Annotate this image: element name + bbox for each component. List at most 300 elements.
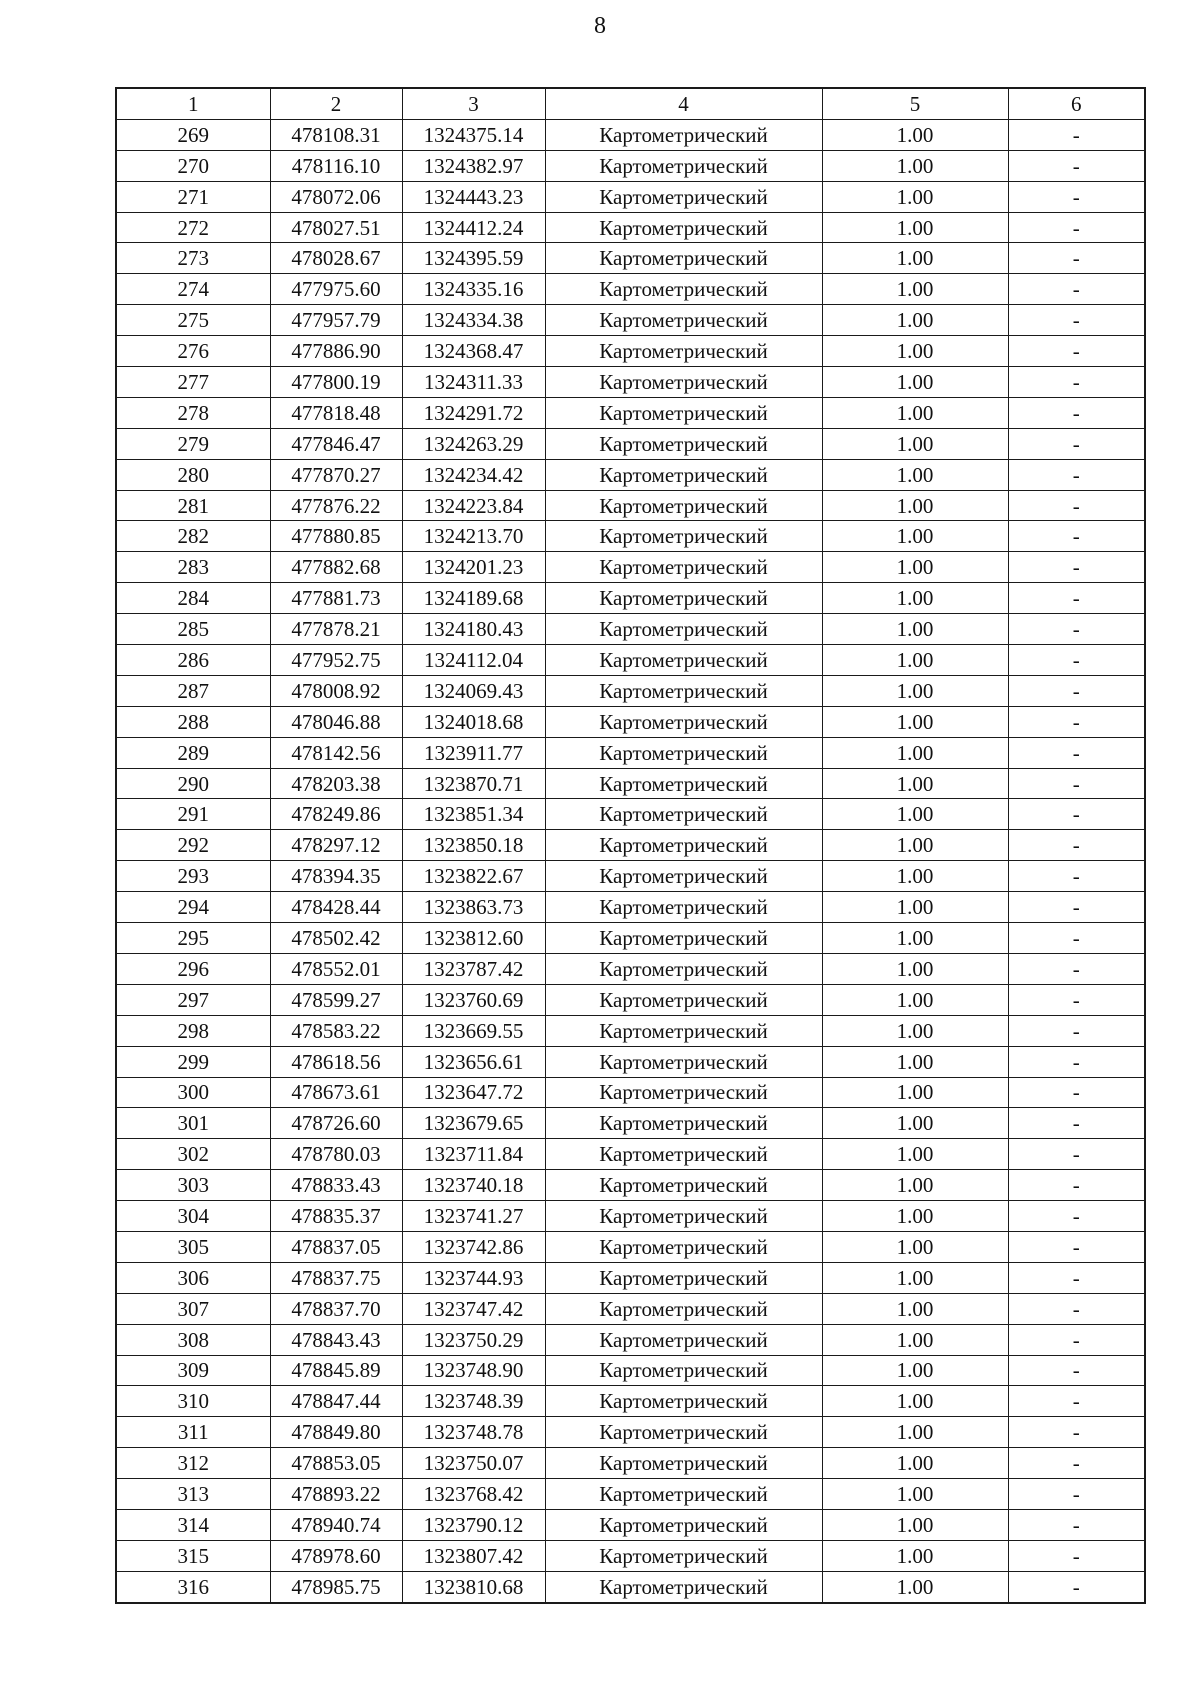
header-cell-2: 2 <box>270 88 402 119</box>
point-number-cell: 303 <box>116 1170 270 1201</box>
y-coordinate-cell: 1324180.43 <box>402 614 545 645</box>
method-cell: Картометрический <box>545 397 822 428</box>
description-cell: - <box>1008 274 1145 305</box>
y-coordinate-cell: 1323747.42 <box>402 1293 545 1324</box>
table-row <box>116 1201 1145 1232</box>
x-coordinate-cell: 478008.92 <box>270 675 402 706</box>
description-cell: - <box>1008 1479 1145 1510</box>
method-cell: Картометрический <box>545 243 822 274</box>
method-cell: Картометрический <box>545 490 822 521</box>
table-row <box>116 1509 1145 1540</box>
description-cell: - <box>1008 1231 1145 1262</box>
accuracy-cell: 1.00 <box>822 953 1008 984</box>
table-row <box>116 119 1145 150</box>
table-row <box>116 367 1145 398</box>
x-coordinate-cell: 478837.05 <box>270 1231 402 1262</box>
x-coordinate-cell: 477957.79 <box>270 305 402 336</box>
description-cell: - <box>1008 1108 1145 1139</box>
method-cell: Картометрический <box>545 799 822 830</box>
table-row <box>116 984 1145 1015</box>
point-number-cell: 285 <box>116 614 270 645</box>
accuracy-cell: 1.00 <box>822 181 1008 212</box>
description-cell: - <box>1008 336 1145 367</box>
accuracy-cell: 1.00 <box>822 923 1008 954</box>
table-row <box>116 1479 1145 1510</box>
description-cell: - <box>1008 583 1145 614</box>
description-cell: - <box>1008 799 1145 830</box>
table-row <box>116 1386 1145 1417</box>
x-coordinate-cell: 477952.75 <box>270 645 402 676</box>
method-cell: Картометрический <box>545 1448 822 1479</box>
point-number-cell: 304 <box>116 1201 270 1232</box>
description-cell: - <box>1008 923 1145 954</box>
y-coordinate-cell: 1323750.07 <box>402 1448 545 1479</box>
description-cell: - <box>1008 984 1145 1015</box>
y-coordinate-cell: 1323851.34 <box>402 799 545 830</box>
accuracy-cell: 1.00 <box>822 1355 1008 1386</box>
table-row <box>116 1293 1145 1324</box>
header-cell-4: 4 <box>545 88 822 119</box>
accuracy-cell: 1.00 <box>822 243 1008 274</box>
header-cell-3: 3 <box>402 88 545 119</box>
point-number-cell: 292 <box>116 830 270 861</box>
x-coordinate-cell: 478837.75 <box>270 1262 402 1293</box>
y-coordinate-cell: 1323748.39 <box>402 1386 545 1417</box>
point-number-cell: 307 <box>116 1293 270 1324</box>
y-coordinate-cell: 1323911.77 <box>402 737 545 768</box>
x-coordinate-cell: 478837.70 <box>270 1293 402 1324</box>
y-coordinate-cell: 1324412.24 <box>402 212 545 243</box>
y-coordinate-cell: 1324112.04 <box>402 645 545 676</box>
x-coordinate-cell: 477800.19 <box>270 367 402 398</box>
description-cell: - <box>1008 1448 1145 1479</box>
y-coordinate-cell: 1323822.67 <box>402 861 545 892</box>
x-coordinate-cell: 478618.56 <box>270 1046 402 1077</box>
accuracy-cell: 1.00 <box>822 1046 1008 1077</box>
point-number-cell: 291 <box>116 799 270 830</box>
x-coordinate-cell: 478108.31 <box>270 119 402 150</box>
description-cell: - <box>1008 737 1145 768</box>
accuracy-cell: 1.00 <box>822 583 1008 614</box>
description-cell: - <box>1008 706 1145 737</box>
x-coordinate-cell: 478835.37 <box>270 1201 402 1232</box>
x-coordinate-cell: 478028.67 <box>270 243 402 274</box>
x-coordinate-cell: 478142.56 <box>270 737 402 768</box>
description-cell: - <box>1008 1201 1145 1232</box>
y-coordinate-cell: 1323863.73 <box>402 892 545 923</box>
accuracy-cell: 1.00 <box>822 675 1008 706</box>
x-coordinate-cell: 477846.47 <box>270 428 402 459</box>
coordinates-table <box>115 87 1146 1604</box>
table-row <box>116 1108 1145 1139</box>
table-row <box>116 1139 1145 1170</box>
description-cell: - <box>1008 1386 1145 1417</box>
accuracy-cell: 1.00 <box>822 1170 1008 1201</box>
y-coordinate-cell: 1324375.14 <box>402 119 545 150</box>
point-number-cell: 294 <box>116 892 270 923</box>
method-cell: Картометрический <box>545 1324 822 1355</box>
point-number-cell: 288 <box>116 706 270 737</box>
table-row <box>116 274 1145 305</box>
y-coordinate-cell: 1323647.72 <box>402 1077 545 1108</box>
description-cell: - <box>1008 119 1145 150</box>
header-cell-5: 5 <box>822 88 1008 119</box>
description-cell: - <box>1008 1355 1145 1386</box>
table-row <box>116 459 1145 490</box>
table-row <box>116 305 1145 336</box>
description-cell: - <box>1008 1540 1145 1571</box>
point-number-cell: 300 <box>116 1077 270 1108</box>
y-coordinate-cell: 1324395.59 <box>402 243 545 274</box>
point-number-cell: 275 <box>116 305 270 336</box>
method-cell: Картометрический <box>545 521 822 552</box>
accuracy-cell: 1.00 <box>822 150 1008 181</box>
y-coordinate-cell: 1323740.18 <box>402 1170 545 1201</box>
point-number-cell: 289 <box>116 737 270 768</box>
method-cell: Картометрический <box>545 1046 822 1077</box>
point-number-cell: 270 <box>116 150 270 181</box>
x-coordinate-cell: 478940.74 <box>270 1509 402 1540</box>
point-number-cell: 308 <box>116 1324 270 1355</box>
table-row <box>116 1417 1145 1448</box>
x-coordinate-cell: 478072.06 <box>270 181 402 212</box>
accuracy-cell: 1.00 <box>822 830 1008 861</box>
table-row <box>116 1540 1145 1571</box>
description-cell: - <box>1008 1077 1145 1108</box>
y-coordinate-cell: 1324223.84 <box>402 490 545 521</box>
description-cell: - <box>1008 1046 1145 1077</box>
description-cell: - <box>1008 1509 1145 1540</box>
point-number-cell: 281 <box>116 490 270 521</box>
table-row <box>116 336 1145 367</box>
x-coordinate-cell: 478893.22 <box>270 1479 402 1510</box>
method-cell: Картометрический <box>545 1108 822 1139</box>
method-cell: Картометрический <box>545 706 822 737</box>
description-cell: - <box>1008 645 1145 676</box>
y-coordinate-cell: 1324368.47 <box>402 336 545 367</box>
x-coordinate-cell: 477876.22 <box>270 490 402 521</box>
accuracy-cell: 1.00 <box>822 428 1008 459</box>
method-cell: Картометрический <box>545 1509 822 1540</box>
point-number-cell: 299 <box>116 1046 270 1077</box>
point-number-cell: 314 <box>116 1509 270 1540</box>
x-coordinate-cell: 478833.43 <box>270 1170 402 1201</box>
description-cell: - <box>1008 953 1145 984</box>
point-number-cell: 312 <box>116 1448 270 1479</box>
x-coordinate-cell: 478853.05 <box>270 1448 402 1479</box>
method-cell: Картометрический <box>545 984 822 1015</box>
y-coordinate-cell: 1324335.16 <box>402 274 545 305</box>
method-cell: Картометрический <box>545 1355 822 1386</box>
description-cell: - <box>1008 1262 1145 1293</box>
y-coordinate-cell: 1323679.65 <box>402 1108 545 1139</box>
point-number-cell: 298 <box>116 1015 270 1046</box>
description-cell: - <box>1008 552 1145 583</box>
y-coordinate-cell: 1324201.23 <box>402 552 545 583</box>
y-coordinate-cell: 1323741.27 <box>402 1201 545 1232</box>
accuracy-cell: 1.00 <box>822 892 1008 923</box>
y-coordinate-cell: 1324311.33 <box>402 367 545 398</box>
y-coordinate-cell: 1324291.72 <box>402 397 545 428</box>
y-coordinate-cell: 1323656.61 <box>402 1046 545 1077</box>
method-cell: Картометрический <box>545 119 822 150</box>
table-row <box>116 150 1145 181</box>
x-coordinate-cell: 478249.86 <box>270 799 402 830</box>
x-coordinate-cell: 478027.51 <box>270 212 402 243</box>
method-cell: Картометрический <box>545 830 822 861</box>
y-coordinate-cell: 1323870.71 <box>402 768 545 799</box>
point-number-cell: 309 <box>116 1355 270 1386</box>
table-row <box>116 645 1145 676</box>
accuracy-cell: 1.00 <box>822 119 1008 150</box>
x-coordinate-cell: 478599.27 <box>270 984 402 1015</box>
accuracy-cell: 1.00 <box>822 1448 1008 1479</box>
method-cell: Картометрический <box>545 675 822 706</box>
x-coordinate-cell: 478046.88 <box>270 706 402 737</box>
point-number-cell: 316 <box>116 1571 270 1602</box>
accuracy-cell: 1.00 <box>822 212 1008 243</box>
x-coordinate-cell: 477870.27 <box>270 459 402 490</box>
table-row <box>116 1015 1145 1046</box>
table-row <box>116 1077 1145 1108</box>
accuracy-cell: 1.00 <box>822 1139 1008 1170</box>
x-coordinate-cell: 478428.44 <box>270 892 402 923</box>
y-coordinate-cell: 1323742.86 <box>402 1231 545 1262</box>
method-cell: Картометрический <box>545 737 822 768</box>
description-cell: - <box>1008 892 1145 923</box>
description-cell: - <box>1008 243 1145 274</box>
accuracy-cell: 1.00 <box>822 490 1008 521</box>
method-cell: Картометрический <box>545 861 822 892</box>
accuracy-cell: 1.00 <box>822 614 1008 645</box>
accuracy-cell: 1.00 <box>822 1540 1008 1571</box>
x-coordinate-cell: 478726.60 <box>270 1108 402 1139</box>
accuracy-cell: 1.00 <box>822 1571 1008 1602</box>
y-coordinate-cell: 1323669.55 <box>402 1015 545 1046</box>
method-cell: Картометрический <box>545 552 822 583</box>
method-cell: Картометрический <box>545 1139 822 1170</box>
point-number-cell: 284 <box>116 583 270 614</box>
method-cell: Картометрический <box>545 274 822 305</box>
y-coordinate-cell: 1323812.60 <box>402 923 545 954</box>
description-cell: - <box>1008 861 1145 892</box>
description-cell: - <box>1008 675 1145 706</box>
y-coordinate-cell: 1323760.69 <box>402 984 545 1015</box>
table-row <box>116 675 1145 706</box>
point-number-cell: 287 <box>116 675 270 706</box>
accuracy-cell: 1.00 <box>822 861 1008 892</box>
method-cell: Картометрический <box>545 459 822 490</box>
method-cell: Картометрический <box>545 1386 822 1417</box>
accuracy-cell: 1.00 <box>822 552 1008 583</box>
description-cell: - <box>1008 768 1145 799</box>
y-coordinate-cell: 1324018.68 <box>402 706 545 737</box>
y-coordinate-cell: 1323711.84 <box>402 1139 545 1170</box>
description-cell: - <box>1008 1417 1145 1448</box>
point-number-cell: 296 <box>116 953 270 984</box>
point-number-cell: 279 <box>116 428 270 459</box>
description-cell: - <box>1008 830 1145 861</box>
description-cell: - <box>1008 428 1145 459</box>
point-number-cell: 311 <box>116 1417 270 1448</box>
point-number-cell: 315 <box>116 1540 270 1571</box>
accuracy-cell: 1.00 <box>822 305 1008 336</box>
method-cell: Картометрический <box>545 305 822 336</box>
accuracy-cell: 1.00 <box>822 397 1008 428</box>
x-coordinate-cell: 477881.73 <box>270 583 402 614</box>
description-cell: - <box>1008 521 1145 552</box>
table-row <box>116 799 1145 830</box>
method-cell: Картометрический <box>545 1479 822 1510</box>
x-coordinate-cell: 478845.89 <box>270 1355 402 1386</box>
table-row <box>116 1355 1145 1386</box>
point-number-cell: 293 <box>116 861 270 892</box>
point-number-cell: 297 <box>116 984 270 1015</box>
table-row <box>116 953 1145 984</box>
accuracy-cell: 1.00 <box>822 706 1008 737</box>
x-coordinate-cell: 478673.61 <box>270 1077 402 1108</box>
table-row <box>116 1231 1145 1262</box>
point-number-cell: 306 <box>116 1262 270 1293</box>
table-row <box>116 490 1145 521</box>
description-cell: - <box>1008 150 1145 181</box>
point-number-cell: 278 <box>116 397 270 428</box>
x-coordinate-cell: 477975.60 <box>270 274 402 305</box>
x-coordinate-cell: 477880.85 <box>270 521 402 552</box>
description-cell: - <box>1008 1015 1145 1046</box>
table-row <box>116 243 1145 274</box>
x-coordinate-cell: 477882.68 <box>270 552 402 583</box>
method-cell: Картометрический <box>545 1170 822 1201</box>
accuracy-cell: 1.00 <box>822 1324 1008 1355</box>
accuracy-cell: 1.00 <box>822 336 1008 367</box>
y-coordinate-cell: 1323807.42 <box>402 1540 545 1571</box>
accuracy-cell: 1.00 <box>822 768 1008 799</box>
point-number-cell: 286 <box>116 645 270 676</box>
table-row <box>116 861 1145 892</box>
accuracy-cell: 1.00 <box>822 1201 1008 1232</box>
header-cell-1: 1 <box>116 88 270 119</box>
point-number-cell: 290 <box>116 768 270 799</box>
table-row <box>116 614 1145 645</box>
description-cell: - <box>1008 397 1145 428</box>
method-cell: Картометрический <box>545 150 822 181</box>
accuracy-cell: 1.00 <box>822 1262 1008 1293</box>
y-coordinate-cell: 1324069.43 <box>402 675 545 706</box>
accuracy-cell: 1.00 <box>822 1293 1008 1324</box>
x-coordinate-cell: 477878.21 <box>270 614 402 645</box>
table-row <box>116 737 1145 768</box>
y-coordinate-cell: 1324443.23 <box>402 181 545 212</box>
table-row <box>116 1448 1145 1479</box>
method-cell: Картометрический <box>545 768 822 799</box>
method-cell: Картометрический <box>545 1540 822 1571</box>
y-coordinate-cell: 1323787.42 <box>402 953 545 984</box>
y-coordinate-cell: 1323744.93 <box>402 1262 545 1293</box>
point-number-cell: 313 <box>116 1479 270 1510</box>
y-coordinate-cell: 1323748.78 <box>402 1417 545 1448</box>
description-cell: - <box>1008 490 1145 521</box>
table-row <box>116 583 1145 614</box>
table-body <box>116 119 1145 1602</box>
description-cell: - <box>1008 459 1145 490</box>
y-coordinate-cell: 1323768.42 <box>402 1479 545 1510</box>
point-number-cell: 283 <box>116 552 270 583</box>
method-cell: Картометрический <box>545 336 822 367</box>
x-coordinate-cell: 477886.90 <box>270 336 402 367</box>
table-row <box>116 428 1145 459</box>
description-cell: - <box>1008 614 1145 645</box>
x-coordinate-cell: 478849.80 <box>270 1417 402 1448</box>
x-coordinate-cell: 478297.12 <box>270 830 402 861</box>
method-cell: Картометрический <box>545 1293 822 1324</box>
method-cell: Картометрический <box>545 428 822 459</box>
header-cell-6: 6 <box>1008 88 1145 119</box>
y-coordinate-cell: 1323748.90 <box>402 1355 545 1386</box>
method-cell: Картометрический <box>545 1231 822 1262</box>
method-cell: Картометрический <box>545 1571 822 1602</box>
accuracy-cell: 1.00 <box>822 1509 1008 1540</box>
accuracy-cell: 1.00 <box>822 521 1008 552</box>
table-row <box>116 397 1145 428</box>
table-row <box>116 181 1145 212</box>
point-number-cell: 274 <box>116 274 270 305</box>
table-row <box>116 1046 1145 1077</box>
x-coordinate-cell: 478502.42 <box>270 923 402 954</box>
x-coordinate-cell: 478978.60 <box>270 1540 402 1571</box>
point-number-cell: 280 <box>116 459 270 490</box>
y-coordinate-cell: 1323850.18 <box>402 830 545 861</box>
method-cell: Картометрический <box>545 1201 822 1232</box>
point-number-cell: 310 <box>116 1386 270 1417</box>
y-coordinate-cell: 1323790.12 <box>402 1509 545 1540</box>
point-number-cell: 282 <box>116 521 270 552</box>
y-coordinate-cell: 1324382.97 <box>402 150 545 181</box>
description-cell: - <box>1008 1293 1145 1324</box>
y-coordinate-cell: 1324213.70 <box>402 521 545 552</box>
description-cell: - <box>1008 1139 1145 1170</box>
x-coordinate-cell: 478780.03 <box>270 1139 402 1170</box>
y-coordinate-cell: 1324334.38 <box>402 305 545 336</box>
accuracy-cell: 1.00 <box>822 1015 1008 1046</box>
y-coordinate-cell: 1323750.29 <box>402 1324 545 1355</box>
point-number-cell: 272 <box>116 212 270 243</box>
x-coordinate-cell: 478394.35 <box>270 861 402 892</box>
accuracy-cell: 1.00 <box>822 1386 1008 1417</box>
method-cell: Картометрический <box>545 614 822 645</box>
accuracy-cell: 1.00 <box>822 367 1008 398</box>
x-coordinate-cell: 478985.75 <box>270 1571 402 1602</box>
point-number-cell: 271 <box>116 181 270 212</box>
method-cell: Картометрический <box>545 1262 822 1293</box>
table-row <box>116 1170 1145 1201</box>
table-row <box>116 552 1145 583</box>
description-cell: - <box>1008 212 1145 243</box>
accuracy-cell: 1.00 <box>822 274 1008 305</box>
table-row <box>116 212 1145 243</box>
table-row <box>116 1324 1145 1355</box>
accuracy-cell: 1.00 <box>822 1231 1008 1262</box>
method-cell: Картометрический <box>545 212 822 243</box>
y-coordinate-cell: 1324234.42 <box>402 459 545 490</box>
method-cell: Картометрический <box>545 645 822 676</box>
table-row <box>116 923 1145 954</box>
x-coordinate-cell: 478843.43 <box>270 1324 402 1355</box>
method-cell: Картометрический <box>545 1417 822 1448</box>
x-coordinate-cell: 478847.44 <box>270 1386 402 1417</box>
point-number-cell: 273 <box>116 243 270 274</box>
point-number-cell: 277 <box>116 367 270 398</box>
